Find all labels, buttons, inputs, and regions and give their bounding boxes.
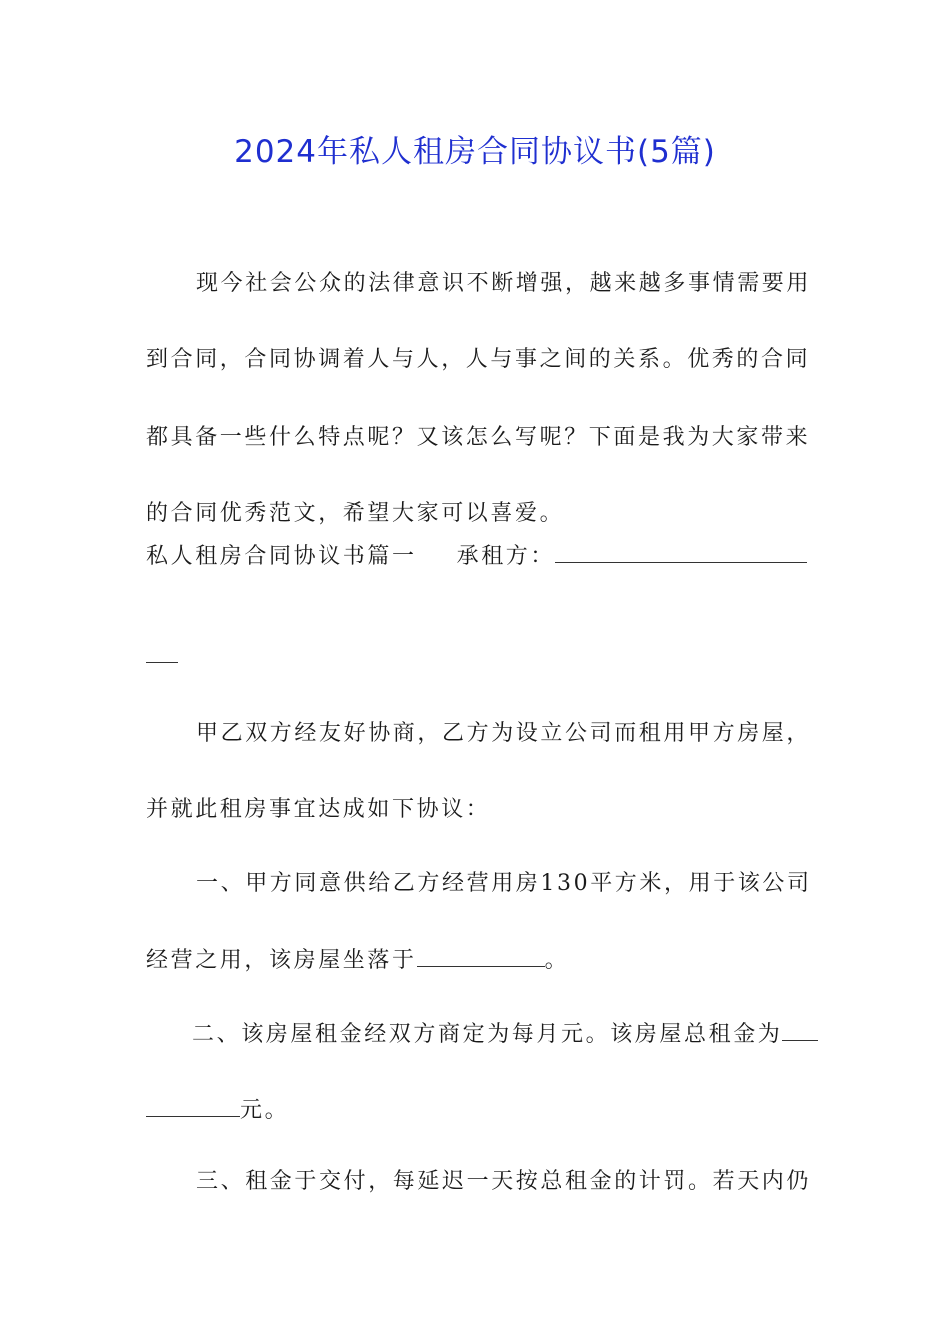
section-heading-line — [146, 536, 808, 577]
tenant-label: 承租方： — [456, 544, 556, 569]
clause-1-line-1: 一、甲方同意供给乙方经营用房130平方米，用于该公司 — [196, 871, 812, 896]
section-heading: 私人租房合同协议书篇一 — [146, 544, 417, 569]
clause-2-line-1 — [192, 1014, 804, 1055]
total-rent-blank-end — [146, 1090, 240, 1117]
agreement-line-1: 甲乙双方经友好协商，乙方为设立公司而租用甲方房屋， — [196, 721, 812, 746]
total-rent-blank — [782, 1014, 818, 1041]
agreement-line-2: 并就此租房事宜达成如下协议： — [146, 797, 491, 822]
tenant-blank — [555, 536, 807, 563]
clause-2-text: 二、该房屋租金经双方商定为每月元。该房屋总租金为 — [192, 1022, 783, 1047]
clause-1-line-2 — [146, 940, 808, 981]
clause-2-end: 元。 — [240, 1098, 290, 1123]
intro-line-3: 都具备一些什么特点呢？又该怎么写呢？下面是我为大家带来 — [146, 425, 811, 450]
tenant-blank-continued — [146, 636, 808, 677]
clause-1-text: 经营之用，该房屋坐落于 — [146, 948, 417, 973]
intro-line-4: 的合同优秀范文，希望大家可以喜爱。 — [146, 501, 565, 526]
location-blank — [417, 940, 545, 967]
intro-line-1: 现今社会公众的法律意识不断增强，越来越多事情需要用 — [196, 271, 812, 296]
intro-line-2: 到合同，合同协调着人与人，人与事之间的关系。优秀的合同 — [146, 347, 811, 372]
clause-2-line-2 — [146, 1090, 808, 1131]
document-title: 2024年私人租房合同协议书(5篇) — [234, 134, 716, 170]
clause-3-line-1: 三、租金于交付，每延迟一天按总租金的计罚。若天内仍 — [196, 1169, 812, 1194]
tenant-blank-end — [146, 636, 178, 663]
clause-1-end: 。 — [544, 948, 570, 973]
